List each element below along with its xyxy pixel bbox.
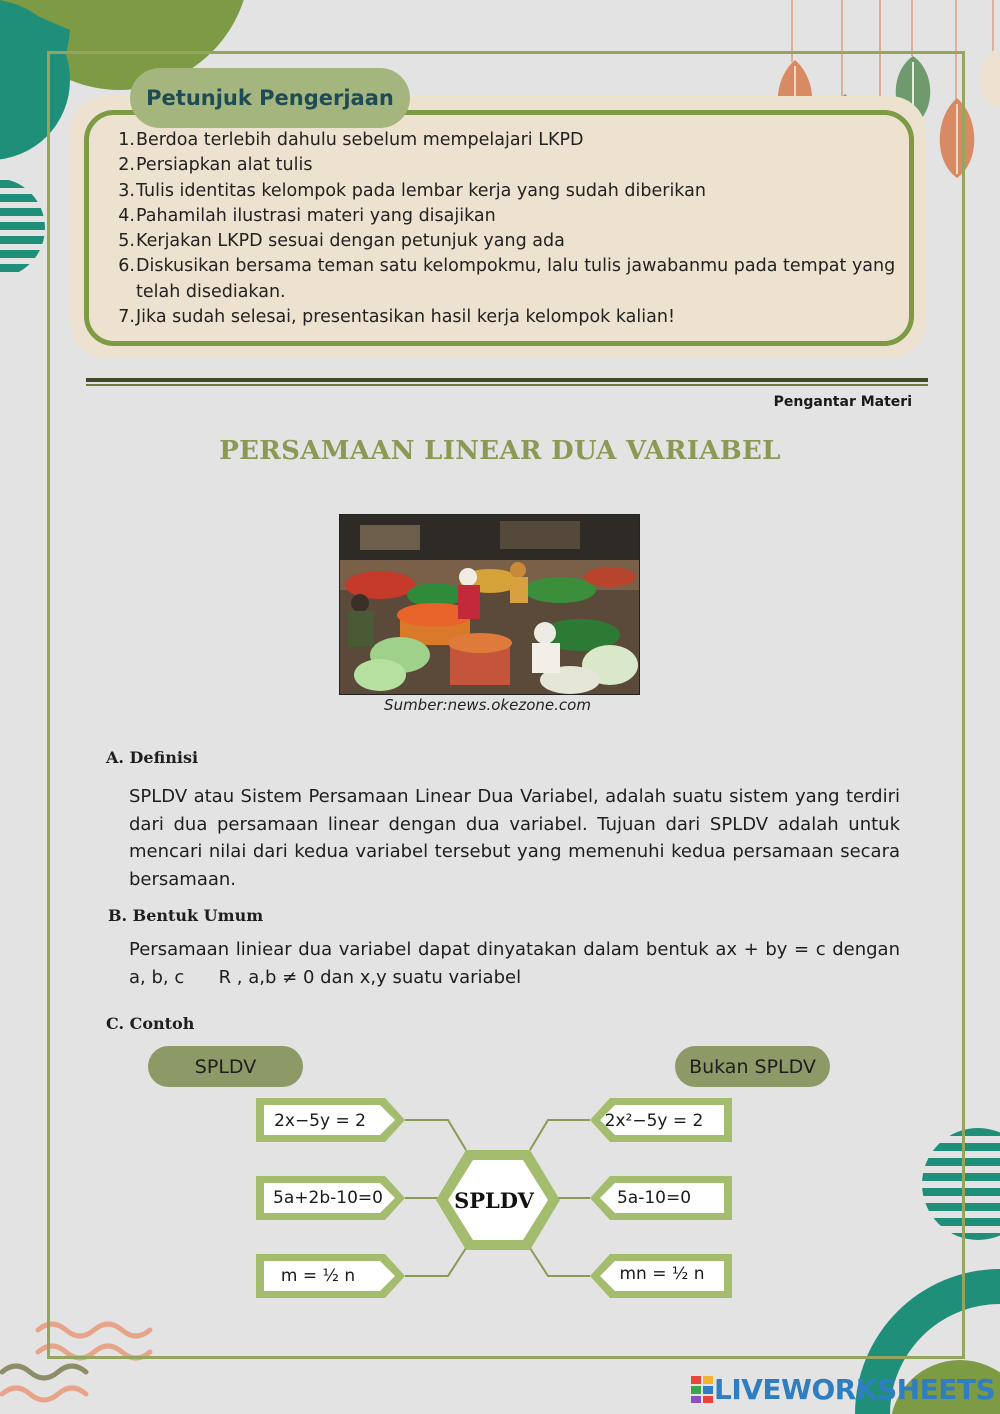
list-item: 2. Persiapkan alat tulis xyxy=(118,155,313,176)
center-hexagon-label: SPLDV xyxy=(454,1187,534,1213)
instructions-title: Petunjuk Pengerjaan xyxy=(130,68,410,128)
spldv-example-2: 5a+2b-10=0 xyxy=(273,1188,383,1208)
non-spldv-example-3: mn = ½ n xyxy=(619,1264,705,1284)
page-title: PERSAMAAN LINEAR DUA VARIABEL xyxy=(219,436,781,466)
definisi-text: SPLDV atau Sistem Persamaan Linear Dua Variabel, adalah suatu sistem yang terdiri dari dua persamaan linear dengan dua variabel. Tujuan dari SPLDV adalah untuk mencari nilai dari kedua variabel tersebut yang memenuhi kedua persamaan secara bersamaan. xyxy=(129,786,900,890)
liveworksheets-icon xyxy=(690,1374,714,1404)
definisi-heading: A. Definisi xyxy=(106,748,199,767)
non-spldv-example-2: 5a-10=0 xyxy=(616,1188,692,1208)
list-item: 4. Pahamilah ilustrasi materi yang disajikan xyxy=(118,205,496,226)
section-label: Pengantar Materi xyxy=(773,394,912,410)
liveworksheets-logo xyxy=(690,1370,995,1408)
non-spldv-example-1: 2x²−5y = 2 xyxy=(604,1111,704,1131)
spldv-example-1: 2x−5y = 2 xyxy=(274,1111,366,1131)
spldv-example-3: m = ½ n xyxy=(280,1266,356,1286)
contoh-heading: C. Contoh xyxy=(106,1014,195,1033)
list-item: 5. Kerjakan LKPD sesuai dengan petunjuk yang ada xyxy=(118,231,565,252)
list-item: 3. Tulis identitas kelompok pada lembar kerja yang sudah diberikan xyxy=(118,180,706,201)
watermark-text: LIVEWORKSHEETS xyxy=(714,1372,996,1406)
image-caption: Sumber:news.okezone.com xyxy=(384,696,591,714)
list-item: 7. Jika sudah selesai, presentasikan hasil kerja kelompok kalian! xyxy=(118,307,675,328)
spldv-label-pill: SPLDV xyxy=(148,1046,303,1087)
list-item: 6. Diskusikan bersama teman satu kelompokmu, lalu tulis jawabanmu pada tempat yang telah disediakan. xyxy=(118,256,896,302)
bentuk-umum-text: Persamaan liniear dua variabel dapat dinyatakan dalam bentuk ax + by = c dengan a, b, c R , a,b ≠ 0 dan x,y suatu variabel xyxy=(129,939,906,988)
list-item: 1. Berdoa terlebih dahulu sebelum mempelajari LKPD xyxy=(118,130,584,150)
bukan-spldv-label-pill: Bukan SPLDV xyxy=(675,1046,830,1087)
bentuk-umum-heading: B. Bentuk Umum xyxy=(108,906,264,925)
